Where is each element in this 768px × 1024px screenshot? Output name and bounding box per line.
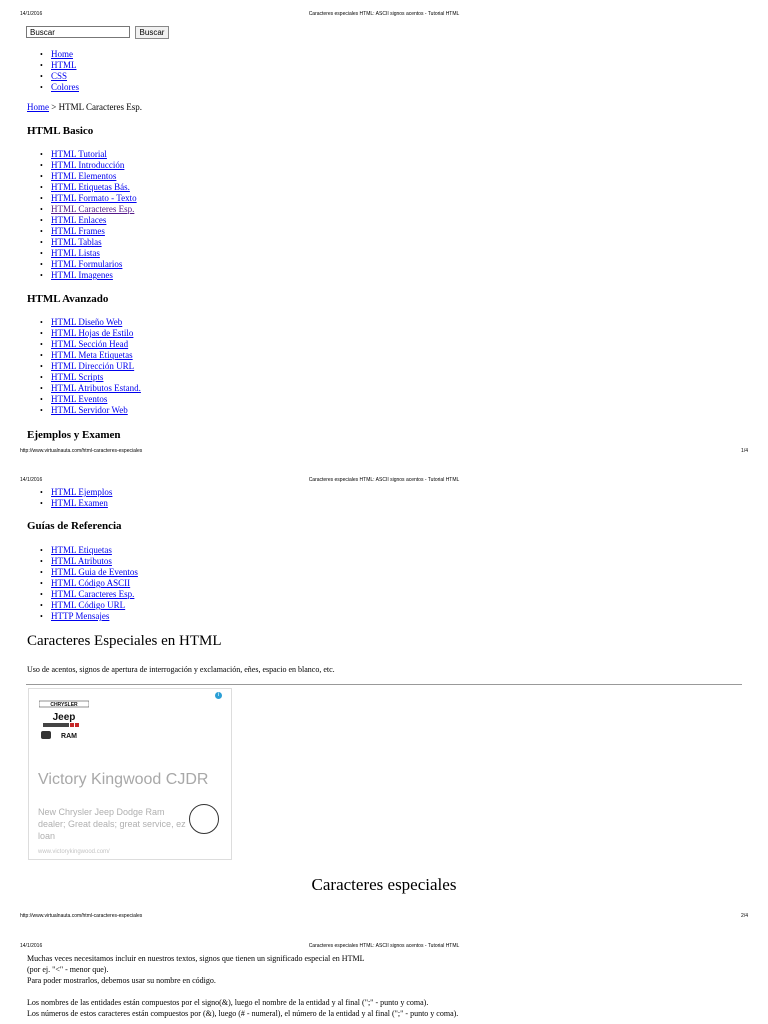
ad-arrow-button-icon[interactable] xyxy=(189,804,219,834)
link-html-direccion-url[interactable]: HTML Dirección URL xyxy=(51,361,135,371)
list-item xyxy=(26,611,138,622)
print-title: Caracteres especiales HTML: ASCII signos acentos - Tutorial HTML xyxy=(308,477,460,483)
list-item xyxy=(26,82,79,93)
link-html-frames[interactable]: HTML Frames xyxy=(51,226,105,236)
list-item xyxy=(26,71,79,82)
link-html-caracteres-esp[interactable]: HTML Caracteres Esp. xyxy=(51,204,135,214)
link-html-codigo-ascii[interactable]: HTML Código ASCII xyxy=(51,578,131,588)
link-html-enlaces[interactable]: HTML Enlaces xyxy=(51,215,107,225)
print-page-number: 1/4 xyxy=(741,448,748,454)
list-item xyxy=(26,226,137,237)
ad-info-icon[interactable]: i xyxy=(215,692,222,699)
section-heading-guias: Guías de Referencia xyxy=(27,520,122,532)
list-item xyxy=(26,487,112,498)
body-paragraph: (por ej. "<" - menor que). xyxy=(27,965,109,974)
intro-paragraph: Uso de acentos, signos de apertura de interrogación y exclamación, eñes, espacio en blanco, etc. xyxy=(27,665,335,674)
section-title: Caracteres especiales xyxy=(311,875,457,894)
list-item xyxy=(26,383,141,394)
list-item xyxy=(26,567,138,578)
body-paragraph: Los nombres de las entidades están compuestos por el signo(&), luego el nombre de la entidad y al final (";" - punto y coma). xyxy=(27,998,429,1007)
link-html-eventos[interactable]: HTML Eventos xyxy=(51,394,108,404)
logo-text-jeep: Jeep xyxy=(52,712,76,723)
link-html-caracteres-esp-ref[interactable]: HTML Caracteres Esp. xyxy=(51,589,135,599)
list-item xyxy=(26,578,138,589)
list-item xyxy=(26,270,137,281)
ad-url[interactable]: www.victorykingwood.com/ xyxy=(38,849,110,855)
list-item xyxy=(26,350,141,361)
list-item xyxy=(26,339,141,350)
list-item xyxy=(26,215,137,226)
print-date: 14/1/2016 xyxy=(20,477,43,483)
list-item xyxy=(26,182,137,193)
section-heading-ejemplos: Ejemplos y Examen xyxy=(27,429,121,441)
nav-link-css[interactable]: CSS xyxy=(51,71,68,81)
link-html-imagenes[interactable]: HTML Imagenes xyxy=(51,270,113,280)
link-html-etiquetas[interactable]: HTML Etiquetas xyxy=(51,545,112,555)
list-item xyxy=(26,49,79,60)
link-html-introduccion[interactable]: HTML Introducción xyxy=(51,160,125,170)
list-item xyxy=(26,545,138,556)
link-html-seccion-head[interactable]: HTML Sección Head xyxy=(51,339,129,349)
list-item xyxy=(26,589,138,600)
link-html-etiquetas-bas[interactable]: HTML Etiquetas Bás. xyxy=(51,182,130,192)
list-item xyxy=(26,171,137,182)
body-paragraph: Muchas veces necesitamos incluir en nuestros textos, signos que tienen un significado especial en HTML xyxy=(27,954,365,963)
print-page-number: 2/4 xyxy=(741,913,748,919)
print-title: Caracteres especiales HTML: ASCII signos acentos - Tutorial HTML xyxy=(308,943,460,949)
list-item xyxy=(26,149,137,160)
link-http-mensajes[interactable]: HTTP Mensajes xyxy=(51,611,110,621)
list-item xyxy=(26,328,141,339)
body-paragraph: Los números de estos caracteres están compuestos por (&), luego (# - numeral), el número de la entidad y al final (";" - punto y coma). xyxy=(27,1009,459,1018)
logo-text-ram: RAM xyxy=(61,733,77,740)
link-html-scripts[interactable]: HTML Scripts xyxy=(51,372,104,382)
list-item xyxy=(26,361,141,372)
list-guias xyxy=(26,545,138,622)
section-heading-basico: HTML Basico xyxy=(27,125,94,137)
list-item xyxy=(26,317,141,328)
link-html-meta-etiquetas[interactable]: HTML Meta Etiquetas xyxy=(51,350,133,360)
top-nav xyxy=(26,49,79,93)
link-html-listas[interactable]: HTML Listas xyxy=(51,248,100,258)
list-avanzado xyxy=(26,317,141,416)
breadcrumb xyxy=(27,102,142,112)
logo-text-chrysler: CHRYSLER xyxy=(50,702,78,708)
ad-title[interactable]: Victory Kingwood CJDR xyxy=(38,771,209,788)
breadcrumb-home-link[interactable]: Home xyxy=(27,102,49,112)
link-html-elementos[interactable]: HTML Elementos xyxy=(51,171,117,181)
list-item xyxy=(26,237,137,248)
list-item xyxy=(26,372,141,383)
section-heading-avanzado: HTML Avanzado xyxy=(27,293,109,305)
list-item xyxy=(26,160,137,171)
list-item xyxy=(26,248,137,259)
search-input[interactable]: Buscar xyxy=(26,26,130,38)
link-html-diseno-web[interactable]: HTML Diseño Web xyxy=(51,317,123,327)
list-item xyxy=(26,600,138,611)
link-html-atributos[interactable]: HTML Atributos xyxy=(51,556,112,566)
print-footer-url: http://www.virtualnauta.com/html-caracteres-especiales xyxy=(20,913,143,919)
list-item xyxy=(26,193,137,204)
print-date: 14/1/2016 xyxy=(20,11,43,17)
body-paragraph: Para poder mostrarlos, debemos usar su nombre en código. xyxy=(27,976,216,985)
link-html-tablas[interactable]: HTML Tablas xyxy=(51,237,102,247)
link-html-hojas-estilo[interactable]: HTML Hojas de Estilo xyxy=(51,328,134,338)
print-title: Caracteres especiales HTML: ASCII signos acentos - Tutorial HTML xyxy=(308,11,460,17)
list-ejemplos xyxy=(26,487,112,509)
nav-link-home[interactable]: Home xyxy=(51,49,73,59)
list-item xyxy=(26,259,137,270)
page-title: Caracteres Especiales en HTML xyxy=(27,633,222,649)
list-item xyxy=(26,498,112,509)
list-item xyxy=(26,204,137,215)
link-html-guia-eventos[interactable]: HTML Guia de Eventos xyxy=(51,567,138,577)
ad-description: New Chrysler Jeep Dodge Ram dealer; Great deals; great service, ez loan xyxy=(38,807,186,841)
divider xyxy=(26,684,742,685)
advertisement[interactable] xyxy=(28,688,232,860)
link-html-atributos-estand[interactable]: HTML Atributos Estand. xyxy=(51,383,141,393)
link-html-codigo-url[interactable]: HTML Código URL xyxy=(51,600,126,610)
chrysler-jeep-ram-logo-icon xyxy=(39,699,89,741)
nav-link-colores[interactable]: Colores xyxy=(51,82,79,92)
breadcrumb-current: > HTML Caracteres Esp. xyxy=(49,102,142,112)
search-button[interactable]: Buscar xyxy=(135,26,169,39)
list-item xyxy=(26,556,138,567)
link-html-tutorial[interactable]: HTML Tutorial xyxy=(51,149,107,159)
list-item xyxy=(26,394,141,405)
print-date: 14/1/2016 xyxy=(20,943,43,949)
print-footer-url: http://www.virtualnauta.com/html-caracteres-especiales xyxy=(20,448,143,454)
link-html-examen[interactable]: HTML Examen xyxy=(51,498,108,508)
link-html-servidor-web[interactable]: HTML Servidor Web xyxy=(51,405,128,415)
link-html-formato-texto[interactable]: HTML Formato - Texto xyxy=(51,193,137,203)
link-html-formularios[interactable]: HTML Formularios xyxy=(51,259,123,269)
nav-link-html[interactable]: HTML xyxy=(51,60,77,70)
list-basico xyxy=(26,149,137,281)
list-item xyxy=(26,60,79,71)
list-item xyxy=(26,405,141,416)
link-html-ejemplos[interactable]: HTML Ejemplos xyxy=(51,487,113,497)
